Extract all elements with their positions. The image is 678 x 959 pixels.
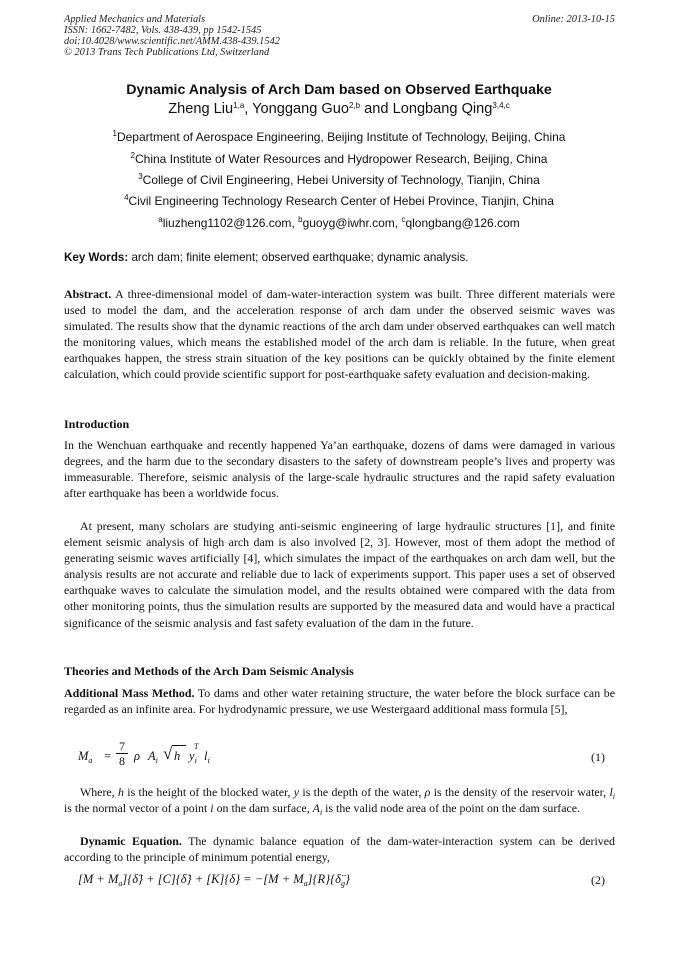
- affiliation-sup: 3: [138, 172, 143, 181]
- online-date: Online: 2013-10-15: [532, 14, 615, 25]
- eq1-sqrt-sign: √: [163, 744, 173, 763]
- eq1-M: M: [78, 749, 89, 763]
- email-separator: ,: [291, 216, 299, 230]
- eq2-sub: a: [303, 879, 308, 888]
- abstract-text: A three-dimensional model of dam-water-interaction system was built. Three different materials were used to model the dam, and the acceleration response of arch dam under the observed seismic waves was simulated. The results show that the dynamic reactions of the arch dam under observed earthquakes can well match the monitoring values, which means the established model of the arch dam is reliable. In the future, when great earthquakes happen, the stress strain situation of the key positions can be quickly obtained by the finite element calculation, which could provide scientific support for post-earthquake safety evaluation and decision-making.: [64, 287, 615, 382]
- eq1-rho: ρ: [134, 749, 140, 763]
- dynamic-text: The dynamic balance equation of the dam-water-interaction system can be derived according to the principle of minimum potential energy,: [64, 834, 615, 865]
- eq2-number: (2): [591, 873, 605, 887]
- eq1-lhs: [78, 749, 92, 764]
- dynamic-paragraph: [64, 833, 615, 865]
- var-l-sub: i: [612, 792, 615, 801]
- amm-text: To dams and other water retaining structure, the water before the block surface can be regarded as an infinite area. For hydrodynamic pressure, we use Westergaard additional mass formula [5],: [64, 686, 615, 717]
- where-text: Where,: [80, 785, 118, 799]
- affiliation-text: China Institute of Water Resources and Hydropower Research, Beijing, China: [135, 152, 548, 166]
- email-address[interactable]: guoyg@iwhr.com: [302, 216, 395, 230]
- eq2-body: [78, 872, 350, 887]
- intro-paragraph-1: In the Wenchuan earthquake and recently happened Ya’an earthquake, dozens of dams were damaged in various degrees, and the harm due to the secondary disasters to the safety of downstream people’s lives and property was immeasurable. Therefore, seismic analysis of the large-scale hydraulic structures and the rapid safety evaluation after earthquake has been a worldwide focus.: [64, 438, 615, 501]
- eq2-part: ]{R}{δ̈: [307, 872, 341, 886]
- var-A-sub: i: [319, 808, 323, 818]
- email-sup: c: [401, 215, 406, 224]
- keywords-text: arch dam; finite element; observed earthquake; dynamic analysis.: [131, 251, 469, 264]
- author-sup: 3,4,c: [492, 101, 510, 110]
- affiliation-sup: 4: [124, 193, 129, 202]
- equation-2: [64, 868, 615, 908]
- abstract-label: Abstract.: [64, 287, 112, 301]
- author-separator: and: [360, 101, 393, 117]
- eq1-A-symbol: A: [148, 749, 156, 763]
- eq1-denominator: 8: [119, 754, 125, 768]
- email-address[interactable]: qlongbang@126.com: [405, 216, 520, 230]
- author-name: Longbang Qing: [392, 101, 493, 117]
- author-sup: 1,a: [233, 101, 245, 110]
- eq1-l-symbol: l: [204, 749, 208, 763]
- amm-label: Additional Mass Method.: [64, 686, 195, 700]
- eq1-h: h: [174, 749, 181, 763]
- affiliation-text: College of Civil Engineering, Hebei University of Technology, Tianjin, China: [142, 173, 540, 187]
- eq1-M-sub: a: [88, 756, 93, 765]
- keywords-label: Key Words:: [64, 251, 129, 264]
- doi: doi:10.4028/www.scientific.net/AMM.438-439.1542: [64, 36, 280, 47]
- var-y: y: [293, 785, 300, 799]
- author-name: Zheng Liu: [168, 101, 234, 117]
- eq1-y-sub: i: [194, 756, 197, 765]
- eq1-l: [204, 749, 210, 764]
- var-l: l: [609, 785, 613, 799]
- email-line: [0, 216, 678, 230]
- eq2-part: }: [344, 872, 350, 886]
- author-sup: 2,b: [349, 101, 361, 110]
- eq1-numerator: 7: [116, 740, 128, 754]
- eq2-sub: g: [340, 879, 345, 888]
- affiliation: [0, 194, 678, 208]
- where-paragraph: [64, 784, 615, 816]
- equation-1: [64, 740, 615, 780]
- where-text: is the density of the reservoir water,: [430, 785, 610, 799]
- affiliation-sup: 2: [130, 151, 135, 160]
- affiliation: [0, 130, 678, 144]
- email-separator: ,: [394, 216, 402, 230]
- intro-paragraph-2: At present, many scholars are studying anti-seismic engineering of large hydraulic structures [1], and finite element seismic analysis of high arch dam is also involved [2, 3]. However, most of them adopt the method of generating seismic waves artificially [4], which simulates the impact of the earthquakes on arch dam well, but the analysis results are not accurate and reliable due to lack of experiments support. This paper uses a set of observed earthquake waves to calculate the simulation model, and the results obtained were compared with the data from other monitoring points, thus the simulation results are supported by the measured data and would have a practical significance of the seismic analysis and fast safety evaluation of the dam in the future.: [64, 519, 615, 630]
- journal-header: [64, 14, 615, 58]
- where-text: is the height of the blocked water,: [123, 785, 294, 799]
- paper-title: Dynamic Analysis of Arch Dam based on Observed Earthquake: [126, 82, 552, 98]
- eq1-equals: =: [104, 749, 112, 763]
- eq1-y: [189, 749, 197, 764]
- author-list: [0, 101, 678, 117]
- eq1-l-sub: i: [207, 756, 210, 765]
- author-name: Yonggang Guo: [252, 101, 349, 117]
- where-text: is the valid node area of the point on the dam surface.: [322, 801, 581, 816]
- keywords: [64, 251, 615, 264]
- var-rho: ρ: [424, 785, 431, 799]
- var-i: i: [210, 801, 214, 816]
- where-text: is the depth of the water,: [299, 785, 425, 799]
- var-h: h: [118, 785, 124, 799]
- email-address[interactable]: liuzheng1102@126.com: [162, 216, 292, 230]
- where-text: is the normal vector of a point: [64, 801, 211, 816]
- affiliation: [0, 152, 678, 166]
- eq2-part: ]{δ̈} + [C]{δ̇} + [K]{δ} = −[M + M: [122, 872, 304, 886]
- dynamic-label: Dynamic Equation.: [80, 834, 182, 848]
- issn: ISSN: 1662-7482, Vols. 438-439, pp 1542-1545: [64, 25, 262, 36]
- eq1-sqrt-bar: [172, 745, 186, 746]
- where-text: on the dam surface,: [213, 801, 313, 816]
- eq1-y-symbol: y: [189, 749, 195, 763]
- eq1-A: [148, 749, 158, 764]
- affiliation-text: Civil Engineering Technology Research Center of Hebei Province, Tianjin, China: [128, 194, 554, 208]
- affiliation-text: Department of Aerospace Engineering, Beijing Institute of Technology, Beijing, China: [116, 130, 566, 144]
- eq1-number: (1): [591, 750, 605, 764]
- eq1-T: T: [194, 742, 199, 751]
- eq2-part: [M + M: [78, 872, 119, 886]
- section-heading-introduction: Introduction: [64, 417, 130, 431]
- copyright: © 2013 Trans Tech Publications Ltd, Switzerland: [64, 47, 270, 58]
- section-heading-theory: Theories and Methods of the Arch Dam Seismic Analysis: [64, 664, 354, 678]
- abstract: [64, 286, 615, 383]
- amm-paragraph: [64, 685, 615, 717]
- eq1-A-sub: i: [155, 756, 158, 765]
- email-sup: a: [158, 215, 163, 224]
- eq1-fraction: [116, 740, 128, 768]
- email-sup: b: [298, 215, 303, 224]
- journal-name: Applied Mechanics and Materials: [64, 14, 206, 25]
- eq2-sub: a: [118, 879, 123, 888]
- var-A: A: [312, 801, 320, 816]
- affiliation-sup: 1: [112, 129, 117, 138]
- author-separator: ,: [244, 101, 253, 117]
- affiliation: [0, 173, 678, 187]
